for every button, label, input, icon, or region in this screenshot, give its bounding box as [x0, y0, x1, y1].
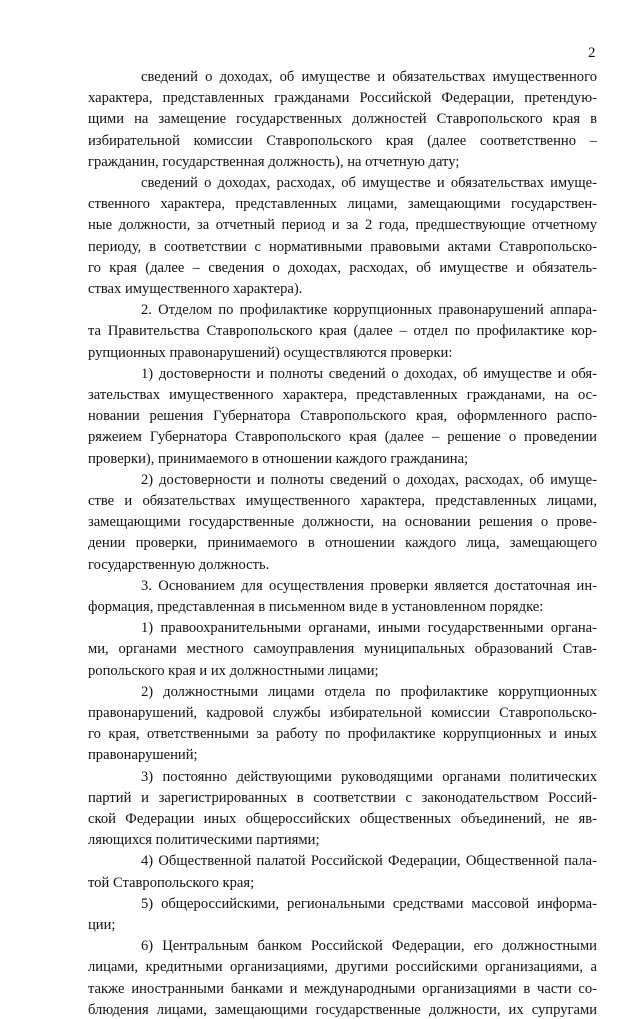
text-line-content: формация, представленная в письменном виде в установленном порядке: — [88, 599, 544, 615]
text-line-content: 4) Общественной палатой Российской Федерации, Общественной пала- — [141, 853, 597, 870]
text-line-content: 2. Отделом по профилактике коррупционных правонарушений аппара- — [141, 302, 597, 319]
text-line-content: ми, органами местного самоуправления муниципальных образований Став- — [88, 641, 597, 658]
text-line-content: партий и зарегистрированных в соответствии с законодательством Россий- — [88, 789, 597, 806]
text-line-content: сведений о доходах, об имуществе и обязательствах имущественного — [141, 69, 597, 85]
text-line-content: ской Федерации иных общероссийских общественных объединений, не яв- — [88, 811, 597, 827]
text-line-content: ции; — [88, 917, 116, 933]
text-line-content: ственного характера, представленных лицами, замещающими государствен- — [88, 196, 597, 213]
text-line-content: рупционных правонарушений) осуществляются проверки: — [88, 344, 453, 361]
text-line-content: ропольского края и их должностными лицами; — [88, 662, 379, 679]
text-line-content: периоду, в соответствии с нормативными правовыми актами Ставропольско- — [88, 238, 597, 255]
text-line-content: дении проверки, принимаемого в отношении каждого лица, замещающего — [88, 535, 597, 552]
text-line-content: щими на замещение государственных должностей Ставропольского края в — [88, 111, 597, 128]
text-line-content: характера, представленных гражданами Российской Федерации, претендую- — [88, 90, 597, 107]
text-line-content: новании решения Губернатора Ставропольского края, оформленного распо- — [88, 408, 597, 425]
text-line-content: правонарушений; — [88, 747, 198, 764]
text-line-content: ляющихся политическими партиями; — [88, 832, 320, 849]
text-line-content: ствах имущественного характера). — [88, 281, 303, 297]
text-line-content: 3) постоянно действующими руководящими органами политических — [141, 768, 597, 785]
text-line-content: сведений о доходах, расходах, об имуществе и обязательствах имуще- — [141, 175, 597, 191]
text-line-content: ряжеием Губернатора Ставропольского края (далее – решение о проведении — [88, 429, 597, 446]
text-line-content: ные должности, за отчетный период и за 2 года, предшествующие отчетному — [88, 217, 597, 234]
text-line-content: 2) должностными лицами отдела по профилактике коррупционных — [141, 683, 597, 700]
text-line-content: той Ставропольского края; — [88, 874, 255, 891]
text-line-content: 1) правоохранительными органами, иными государственными органа- — [141, 620, 597, 637]
text-line-content: замещающими государственные должности, на основании решения о прове- — [88, 514, 597, 531]
text-line-content: правонарушений, кадровой службы избирательной комиссии Ставропольско- — [88, 705, 597, 721]
text-line-content: зательствах имущественного характера, представленных гражданами, на ос- — [88, 387, 597, 403]
text-line-content: 1) достоверности и полноты сведений о доходах, об имуществе и обя- — [141, 365, 597, 382]
text-line-content: го края, ответственными за работу по профилактике коррупционных и иных — [88, 726, 597, 743]
text-line-content: стве и обязательствах имущественного характера, представленных лицами, — [88, 493, 597, 509]
text-line-content: государственную должность. — [88, 556, 270, 573]
text-line-content: го края (далее – сведения о доходах, расходах, об имуществе и обязатель- — [88, 259, 597, 276]
text-line-content: лицами, кредитными организациями, другими российскими организациями, а — [88, 959, 597, 976]
text-line-content: проверки), принимаемого в отношении каждого гражданина; — [88, 450, 469, 467]
text-line-content: 6) Центральным банком Российской Федерации, его должностными — [141, 938, 597, 955]
text-line-content: 2) достоверности и полноты сведений о доходах, расходах, об имуще- — [141, 471, 597, 488]
page-number: 2 — [588, 45, 596, 61]
text-line-content: также иностранными банками и международными организациями в части со- — [88, 980, 597, 997]
text-line-content: 3. Основанием для осуществления проверки является достаточная ин- — [141, 577, 597, 594]
text-line-content: 5) общероссийскими, региональными средствами массовой информа- — [141, 895, 597, 912]
text-line-content: та Правительства Ставропольского края (далее – отдел по профилактике кор- — [88, 323, 597, 340]
text-line-content: гражданин, государственная должность), на отчетную дату; — [88, 153, 460, 170]
text-line-content: блюдения лицами, замещающими государственные должности, их супругами — [88, 1001, 597, 1018]
text-line-content: избирательной комиссии Ставропольского края (далее соответственно – — [88, 132, 597, 149]
